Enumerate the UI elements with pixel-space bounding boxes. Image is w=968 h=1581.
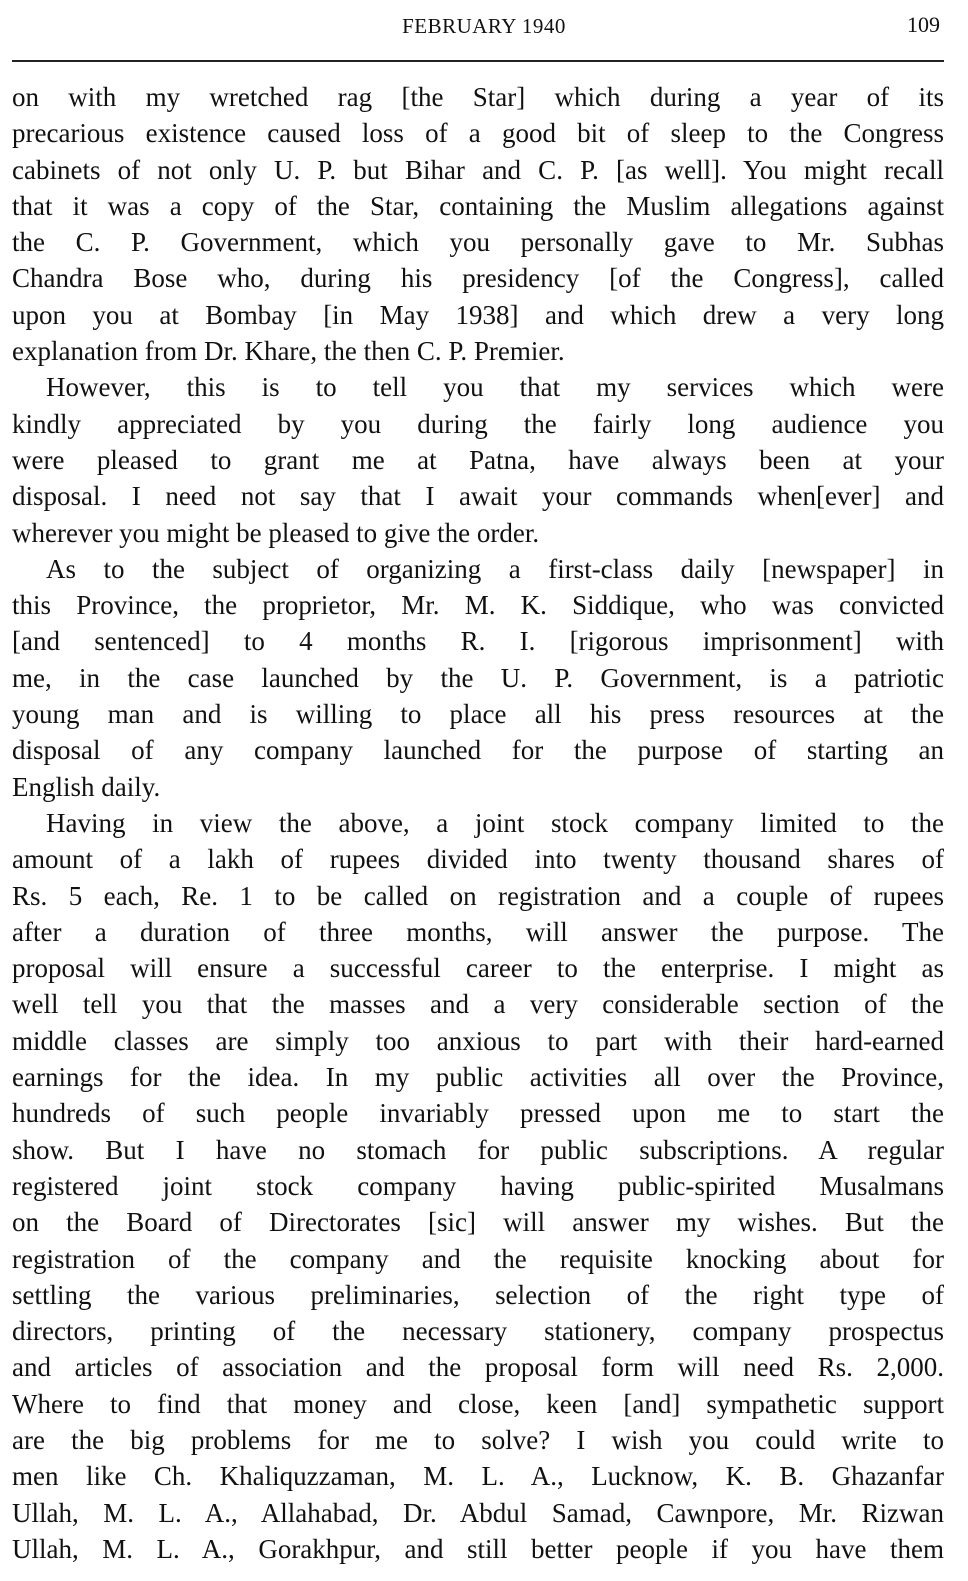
text-line: Ullah, M. L. A., Gorakhpur, and still better people if you have them	[12, 1533, 944, 1564]
text-line: kindly appreciated by you during the fairly long audience you	[12, 408, 944, 439]
text-line: and articles of association and the proposal form will need Rs. 2,000.	[12, 1352, 944, 1383]
text-line: young man and is willing to place all his press resources at the	[12, 699, 944, 730]
text-line: As to the subject of organizing a first-class daily [newspaper] in	[46, 553, 944, 584]
running-head: FEBRUARY 1940	[402, 14, 566, 38]
text-line: the C. P. Government, which you personally gave to Mr. Subhas	[12, 227, 944, 258]
text-line: this Province, the proprietor, Mr. M. K. Siddique, who was convicted	[12, 590, 944, 621]
text-line: show. But I have no stomach for public subscriptions. A regular	[12, 1134, 944, 1165]
text-line: disposal of any company launched for the purpose of starting an	[12, 735, 944, 766]
page-number: 109	[907, 12, 940, 37]
text-line: hundreds of such people invariably pressed upon me to start the	[12, 1098, 944, 1129]
text-line: are the big problems for me to solve? I wish you could write to	[12, 1424, 944, 1455]
text-line: English daily.	[12, 771, 161, 802]
text-line: well tell you that the masses and a very considerable section of the	[12, 989, 944, 1020]
text-line: amount of a lakh of rupees divided into twenty thousand shares of	[12, 844, 944, 875]
text-line: cabinets of not only U. P. but Bihar and C. P. [as well]. You might recall	[12, 154, 944, 185]
text-line: settling the various preliminaries, selection of the right type of	[12, 1279, 944, 1310]
text-line: were pleased to grant me at Patna, have always been at your	[12, 444, 944, 475]
text-line: men like Ch. Khaliquzzaman, M. L. A., Lucknow, K. B. Ghazanfar	[12, 1461, 944, 1492]
text-line: However, this is to tell you that my services which were	[46, 372, 944, 403]
text-line: Chandra Bose who, during his presidency [of the Congress], called	[12, 263, 944, 294]
page-header	[0, 8, 968, 44]
text-line: earnings for the idea. In my public activities all over the Province,	[12, 1062, 944, 1093]
text-line: Where to find that money and close, keen [and] sympathetic support	[12, 1388, 944, 1419]
text-line: me, in the case launched by the U. P. Government, is a patriotic	[12, 662, 944, 693]
text-line: that it was a copy of the Star, containing the Muslim allegations against	[12, 190, 944, 221]
text-line: registered joint stock company having public-spirited Musalmans	[12, 1170, 944, 1201]
text-line: on with my wretched rag [the Star] which during a year of its	[12, 82, 944, 112]
text-line: explanation from Dr. Khare, the then C. P. Premier.	[12, 336, 565, 367]
text-line: on the Board of Directorates [sic] will answer my wishes. But the	[12, 1207, 944, 1238]
text-line: registration of the company and the requisite knocking about for	[12, 1243, 944, 1274]
text-line: precarious existence caused loss of a good bit of sleep to the Congress	[12, 118, 944, 149]
text-line: directors, printing of the necessary stationery, company prospectus	[12, 1316, 944, 1347]
paragraph	[12, 369, 944, 550]
paragraph	[12, 551, 944, 805]
paragraph	[12, 79, 944, 369]
text-line: after a duration of three months, will answer the purpose. The	[12, 916, 944, 947]
text-line: proposal will ensure a successful career to the enterprise. I might as	[12, 953, 944, 984]
text-line: Rs. 5 each, Re. 1 to be called on registration and a couple of rupees	[12, 880, 944, 911]
paragraph	[12, 805, 944, 1567]
text-line: wherever you might be pleased to give the order.	[12, 517, 540, 548]
text-line: middle classes are simply too anxious to part with their hard-earned	[12, 1025, 944, 1056]
header-rule	[12, 60, 944, 62]
text-line: Having in view the above, a joint stock company limited to the	[46, 807, 944, 838]
text-line: disposal. I need not say that I await your commands when[ever] and	[12, 481, 944, 512]
body-text	[12, 79, 944, 1567]
text-line: Ullah, M. L. A., Allahabad, Dr. Abdul Samad, Cawnpore, Mr. Rizwan	[12, 1497, 944, 1528]
text-line: upon you at Bombay [in May 1938] and which drew a very long	[12, 299, 944, 330]
text-line: [and sentenced] to 4 months R. I. [rigorous imprisonment] with	[12, 626, 944, 657]
